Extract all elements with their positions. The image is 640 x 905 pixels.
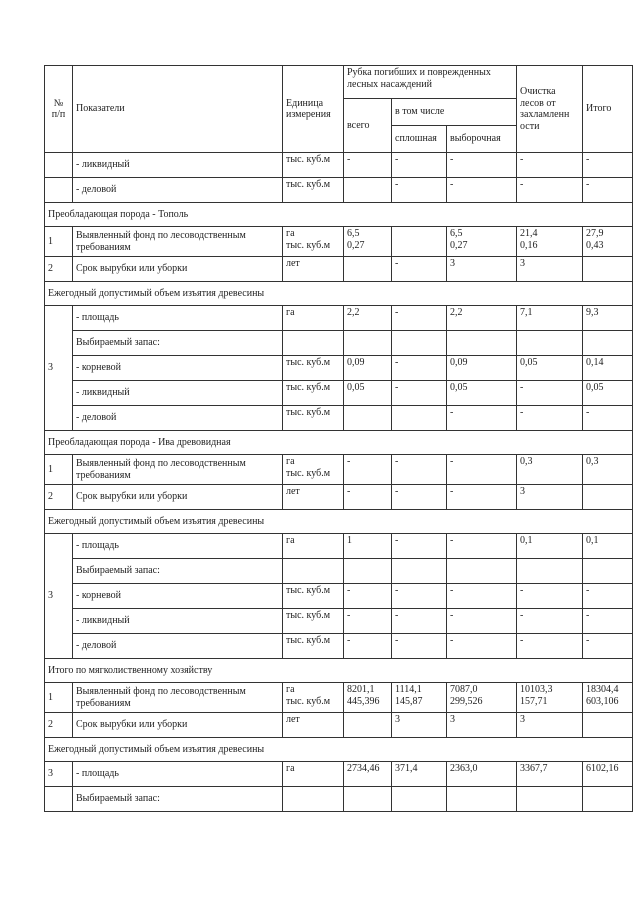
value-cleaning: - (517, 406, 583, 431)
value-cleaning: 10103,3 157,71 (517, 683, 583, 713)
unit-cell: га (283, 306, 344, 331)
header-unit: Единица измерения (283, 66, 344, 153)
unit-cell: тыс. куб.м (283, 381, 344, 406)
value-cleaning: - (517, 178, 583, 203)
value-sum: - (583, 178, 633, 203)
value-selective: - (447, 178, 517, 203)
unit-cell: лет (283, 713, 344, 738)
value-clear: - (392, 485, 447, 510)
value-sum: - (583, 406, 633, 431)
value-sum: 6102,16 (583, 762, 633, 787)
value-selective (447, 559, 517, 584)
value-total (344, 406, 392, 431)
header-num: № п/п (45, 66, 73, 153)
value-clear: - (392, 356, 447, 381)
unit-cell: тыс. куб.м (283, 356, 344, 381)
indicator-cell: - площадь (73, 762, 283, 787)
row-number: 2 (45, 713, 73, 738)
value-sum (583, 713, 633, 738)
value-selective: 6,5 0,27 (447, 227, 517, 257)
value-clear: - (392, 257, 447, 282)
value-selective: - (447, 153, 517, 178)
unit-cell: тыс. куб.м (283, 584, 344, 609)
value-total: 0,09 (344, 356, 392, 381)
unit-cell: тыс. куб.м (283, 153, 344, 178)
value-selective: - (447, 534, 517, 559)
value-cleaning (517, 331, 583, 356)
value-sum: 9,3 (583, 306, 633, 331)
value-sum (583, 485, 633, 510)
section-heading: Преобладающая порода - Тополь (45, 203, 633, 227)
unit-cell: лет (283, 485, 344, 510)
value-cleaning: 3 (517, 257, 583, 282)
value-selective (447, 331, 517, 356)
indicator-cell: Выбираемый запас: (73, 787, 283, 812)
header-cleaning: Очистка лесов от захламленн ости (517, 66, 583, 153)
indicator-cell: - корневой (73, 584, 283, 609)
indicator-cell: - деловой (73, 178, 283, 203)
value-cleaning: 3367,7 (517, 762, 583, 787)
value-selective: 3 (447, 713, 517, 738)
value-clear (392, 227, 447, 257)
value-clear (392, 787, 447, 812)
value-clear: - (392, 455, 447, 485)
unit-cell (283, 559, 344, 584)
indicator-cell: - деловой (73, 406, 283, 431)
forestry-table (44, 65, 633, 812)
value-clear: - (392, 153, 447, 178)
indicator-cell: Срок вырубки или уборки (73, 713, 283, 738)
value-cleaning (517, 787, 583, 812)
value-total: - (344, 153, 392, 178)
row-number: 1 (45, 683, 73, 713)
header-selective: выборочная (447, 126, 517, 153)
value-clear: - (392, 178, 447, 203)
indicator-cell: - ликвидный (73, 609, 283, 634)
unit-cell: тыс. куб.м (283, 634, 344, 659)
header-sum: Итого (583, 66, 633, 153)
row-number: 3 (45, 534, 73, 659)
value-cleaning: - (517, 584, 583, 609)
header-including: в том числе (392, 99, 517, 126)
value-sum: 18304,4 603,106 (583, 683, 633, 713)
indicator-cell: Выбираемый запас: (73, 559, 283, 584)
unit-cell (283, 331, 344, 356)
value-selective: 0,09 (447, 356, 517, 381)
indicator-cell: - деловой (73, 634, 283, 659)
value-sum: - (583, 153, 633, 178)
value-clear: 371,4 (392, 762, 447, 787)
row-number: 3 (45, 762, 73, 787)
indicator-cell: - ликвидный (73, 153, 283, 178)
value-cleaning: 3 (517, 713, 583, 738)
value-sum: 0,14 (583, 356, 633, 381)
value-total: 2734,46 (344, 762, 392, 787)
indicator-cell: - корневой (73, 356, 283, 381)
row-number (45, 153, 73, 178)
row-number: 2 (45, 485, 73, 510)
value-selective: - (447, 406, 517, 431)
value-total: - (344, 455, 392, 485)
value-sum (583, 257, 633, 282)
value-cleaning: 0,05 (517, 356, 583, 381)
value-cleaning: - (517, 634, 583, 659)
value-cleaning: 3 (517, 485, 583, 510)
indicator-cell: Выявленный фонд по лесоводственным требованиям (73, 683, 283, 713)
header-total-felling: всего (344, 99, 392, 153)
row-number: 1 (45, 455, 73, 485)
unit-cell: лет (283, 257, 344, 282)
row-number (45, 787, 73, 812)
value-clear (392, 559, 447, 584)
unit-cell: тыс. куб.м (283, 609, 344, 634)
section-heading: Ежегодный допустимый объем изъятия древесины (45, 738, 633, 762)
value-total (344, 559, 392, 584)
unit-cell: га тыс. куб.м (283, 683, 344, 713)
value-selective: - (447, 634, 517, 659)
value-total: 2,2 (344, 306, 392, 331)
value-clear: - (392, 534, 447, 559)
header-clear: сплошная (392, 126, 447, 153)
value-selective (447, 787, 517, 812)
indicator-cell: Выявленный фонд по лесоводственным требованиям (73, 227, 283, 257)
value-clear: - (392, 634, 447, 659)
value-total: 1 (344, 534, 392, 559)
indicator-cell: Выявленный фонд по лесоводственным требованиям (73, 455, 283, 485)
row-number: 1 (45, 227, 73, 257)
value-cleaning: 7,1 (517, 306, 583, 331)
unit-cell: тыс. куб.м (283, 406, 344, 431)
value-sum (583, 331, 633, 356)
value-selective: 2,2 (447, 306, 517, 331)
value-total: 0,05 (344, 381, 392, 406)
row-number: 3 (45, 306, 73, 431)
value-clear: - (392, 609, 447, 634)
value-sum: - (583, 634, 633, 659)
value-total: 8201,1 445,396 (344, 683, 392, 713)
indicator-cell: Срок вырубки или уборки (73, 485, 283, 510)
value-sum: 0,1 (583, 534, 633, 559)
value-total: - (344, 609, 392, 634)
section-heading: Ежегодный допустимый объем изъятия древесины (45, 282, 633, 306)
section-heading: Преобладающая порода - Ива древовидная (45, 431, 633, 455)
value-clear: 3 (392, 713, 447, 738)
value-clear: - (392, 584, 447, 609)
header-indicator: Показатели (73, 66, 283, 153)
indicator-cell: - площадь (73, 534, 283, 559)
value-total: - (344, 634, 392, 659)
value-total (344, 178, 392, 203)
value-cleaning (517, 559, 583, 584)
value-clear: 1114,1 145,87 (392, 683, 447, 713)
value-total (344, 257, 392, 282)
value-selective: - (447, 609, 517, 634)
indicator-cell: Выбираемый запас: (73, 331, 283, 356)
indicator-cell: - площадь (73, 306, 283, 331)
value-cleaning: 0,1 (517, 534, 583, 559)
value-selective: 2363,0 (447, 762, 517, 787)
indicator-cell: Срок вырубки или уборки (73, 257, 283, 282)
value-clear (392, 406, 447, 431)
value-clear: - (392, 381, 447, 406)
value-selective: 3 (447, 257, 517, 282)
value-sum (583, 787, 633, 812)
value-cleaning: - (517, 153, 583, 178)
unit-cell (283, 787, 344, 812)
value-sum (583, 559, 633, 584)
value-clear: - (392, 306, 447, 331)
unit-cell: тыс. куб.м (283, 178, 344, 203)
value-sum: 27,9 0,43 (583, 227, 633, 257)
header-felling: Рубка погибших и поврежденных лесных насаждений (344, 66, 517, 99)
unit-cell: га (283, 534, 344, 559)
unit-cell: га (283, 762, 344, 787)
unit-cell: га тыс. куб.м (283, 455, 344, 485)
row-number (45, 178, 73, 203)
value-cleaning: 0,3 (517, 455, 583, 485)
value-selective: - (447, 455, 517, 485)
value-selective: 7087,0 299,526 (447, 683, 517, 713)
value-total: 6,5 0,27 (344, 227, 392, 257)
value-sum: 0,3 (583, 455, 633, 485)
unit-cell: га тыс. куб.м (283, 227, 344, 257)
section-heading: Ежегодный допустимый объем изъятия древесины (45, 510, 633, 534)
value-selective: - (447, 584, 517, 609)
value-selective: 0,05 (447, 381, 517, 406)
indicator-cell: - ликвидный (73, 381, 283, 406)
value-cleaning: 21,4 0,16 (517, 227, 583, 257)
section-heading: Итого по мягколиственному хозяйству (45, 659, 633, 683)
value-sum: - (583, 584, 633, 609)
value-total (344, 787, 392, 812)
row-number: 2 (45, 257, 73, 282)
value-selective: - (447, 485, 517, 510)
value-total (344, 331, 392, 356)
value-sum: - (583, 609, 633, 634)
value-total: - (344, 485, 392, 510)
value-cleaning: - (517, 381, 583, 406)
value-clear (392, 331, 447, 356)
value-cleaning: - (517, 609, 583, 634)
value-total (344, 713, 392, 738)
value-total: - (344, 584, 392, 609)
value-sum: 0,05 (583, 381, 633, 406)
